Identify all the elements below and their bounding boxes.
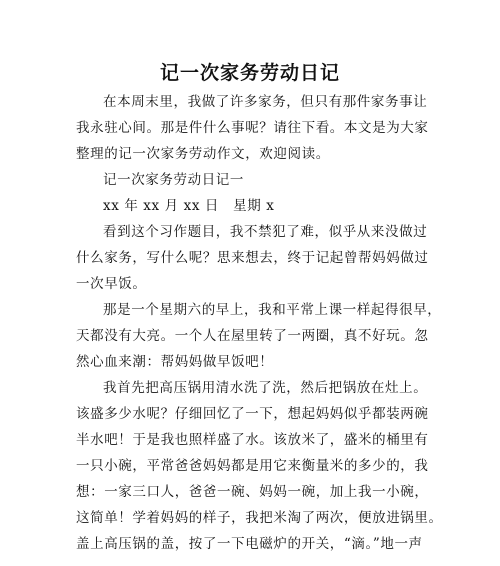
subtitle-line: 记一次家务劳动日记一 bbox=[103, 172, 244, 188]
paragraph-line: 在本周末里，我做了许多家务，但只有那件家务事让 bbox=[103, 94, 428, 110]
paragraph-line: 我永驻心间。那是件什么事呢？请往下看。本文是为大家 bbox=[76, 120, 429, 136]
paragraph-line: 天都没有大亮。一个人在屋里转了一两圈，真不好玩。忽 bbox=[76, 328, 429, 344]
paragraph-line: 一次早饭。 bbox=[76, 276, 147, 292]
paragraph-line: 一只小碗，平常爸爸妈妈都是用它来衡量米的多少的，我 bbox=[76, 458, 429, 474]
paragraph-line: 该盛多少水呢？仔细回忆了一下，想起妈妈似乎都装两碗 bbox=[76, 406, 429, 422]
paragraph-line: 整理的记一次家务劳动作文，欢迎阅读。 bbox=[76, 146, 330, 162]
paragraph-line: 想：一家三口人，爸爸一碗、妈妈一碗，加上我一小碗， bbox=[76, 484, 429, 500]
paragraph-line: 我首先把高压锅用清水洗了洗，然后把锅放在灶上。 bbox=[103, 380, 428, 396]
paragraph-line: 然心血来潮：帮妈妈做早饭吧！ bbox=[76, 354, 274, 370]
paragraph-line: 盖上高压锅的盖，按了一下电磁炉的开关，“滴。”地一声 bbox=[76, 536, 423, 552]
paragraph-line: 半水吧！于是我也照样盛了水。该放米了，盛米的桶里有 bbox=[76, 432, 429, 448]
paragraph-line: 看到这个习作题目，我不禁犯了难，似乎从来没做过 bbox=[103, 224, 428, 240]
paragraph-line: 这简单！学着妈妈的样子，我把米淘了两次，便放进锅里。 bbox=[76, 510, 443, 526]
document-title: 记一次家务劳动日记 bbox=[159, 62, 340, 84]
date-line: xx 年 xx 月 xx 日 星期 x bbox=[103, 198, 275, 214]
paragraph-line: 那是一个星期六的早上，我和平常上课一样起得很早， bbox=[103, 302, 442, 318]
paragraph-line: 什么家务，写什么呢？思来想去，终于记起曾帮妈妈做过 bbox=[76, 250, 429, 266]
